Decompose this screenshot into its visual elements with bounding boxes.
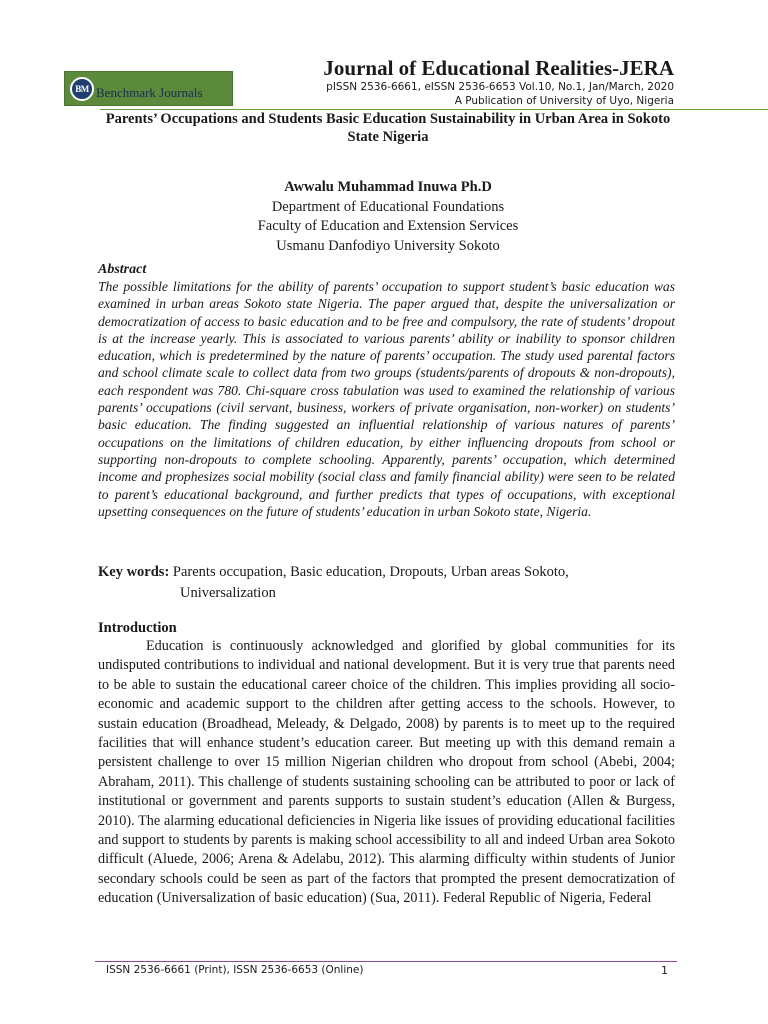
abstract-heading: Abstract bbox=[98, 262, 147, 277]
paper-title: Parents’ Occupations and Students Basic Education Sustainability in Urban Area in Sokoto State Nigeria bbox=[105, 111, 671, 145]
footer-issn: ISSN 2536-6661 (Print), ISSN 2536-6653 (Online) bbox=[106, 964, 364, 976]
author-block bbox=[98, 178, 678, 256]
introduction-heading: Introduction bbox=[98, 620, 177, 636]
abstract-section bbox=[98, 261, 675, 520]
keywords-label: Key words: bbox=[98, 564, 170, 580]
publisher-line: A Publication of University of Uyo, Nigeria bbox=[454, 95, 674, 107]
author-name: Awwalu Muhammad Inuwa Ph.D bbox=[284, 179, 492, 195]
author-university: Usmanu Danfodiyo University Sokoto bbox=[276, 237, 500, 254]
keywords-list-continued: Universalization bbox=[180, 585, 276, 601]
author-department: Department of Educational Foundations bbox=[271, 198, 505, 215]
journal-title: Journal of Educational Realities-JERA bbox=[323, 56, 674, 80]
issn-volume-line: pISSN 2536-6661, eISSN 2536-6653 Vol.10, No.1, Jan/March, 2020 bbox=[326, 81, 674, 93]
benchmark-logo-icon: BM bbox=[70, 77, 94, 101]
journal-logo bbox=[64, 71, 233, 106]
keywords-list: Parents occupation, Basic education, Dropouts, Urban areas Sokoto, bbox=[172, 564, 569, 580]
page-number: 1 bbox=[661, 964, 668, 977]
footer-divider bbox=[95, 961, 677, 962]
keywords-section bbox=[98, 562, 678, 604]
author-faculty: Faculty of Education and Extension Services bbox=[257, 218, 519, 234]
abstract-body: The possible limitations for the ability of parents’ occupation to support student’s basic education was examined in urban areas Sokoto state Nigeria. The paper argued that, despite the universalization or democratization of access to basic education and to be free and compulsory, the rate of students’ dropout is at the increase yearly. This is associated to various parents’ ability or inability to sponsor children education, which is predetermined by the nature of parents’ occupation. The study used parental factors and school climate scale to collect data from two groups (students/parents of dropouts & non-dropouts), each respondent was 780. Chi-square cross tabulation was used to examined the relationship of various parents’ occupations (civil servant, business, workers of private organisation, non-worker) on students’ basic education. The finding suggested an influential relationship of various natures of parents’ occupations on the limitations of children education, by either influencing dropouts from school or supporting non-dropouts to complete schooling. Apparently, parents’ occupation, which determined income and prophesizes social mobility (social class and family financial ability) were seen to be related to parent’s educational background, and further predicts that types of occupations, with exceptional upsetting consequences on the future of students’ education in urban Sokoto state, Nigeria. bbox=[98, 279, 675, 519]
introduction-body: Education is continuously acknowledged and glorified by global communities for its undisputed contributions to individual and national development. But it is very true that parents need to be able to sustain the educational career choice of the children. This implies providing all socio-economic and academic support to the children after getting access to the schools. However, to sustain education (Broadhead, Meleady, & Delgado, 2008) by parents is to meet up to the required facilities that will enhance student’s education career. But meeting up with this demand remain a persistent challenge to over 15 million Nigerian children who dropout from school (Abebi, 2004; Abraham, 2011). This challenge of students sustaining schooling can be attributed to poor or lack of institutional or government and parents supports to sustain student’s education (Allen & Burgess, 2010). The alarming educational deficiencies in Nigeria like issues of providing educational facilities and support to students by parents is making school accessibility to all and indeed Urban area Sokoto difficult (Aluede, 2006; Arena & Adelabu, 2012). This alarming difficulty within students of Junior secondary schools could be seen as part of the factors that prompted the present democratization of education (Universalization of basic education) (Sua, 2011). Federal Republic of Nigeria, Federal bbox=[98, 638, 675, 907]
logo-text: Benchmark Journals bbox=[96, 84, 203, 100]
